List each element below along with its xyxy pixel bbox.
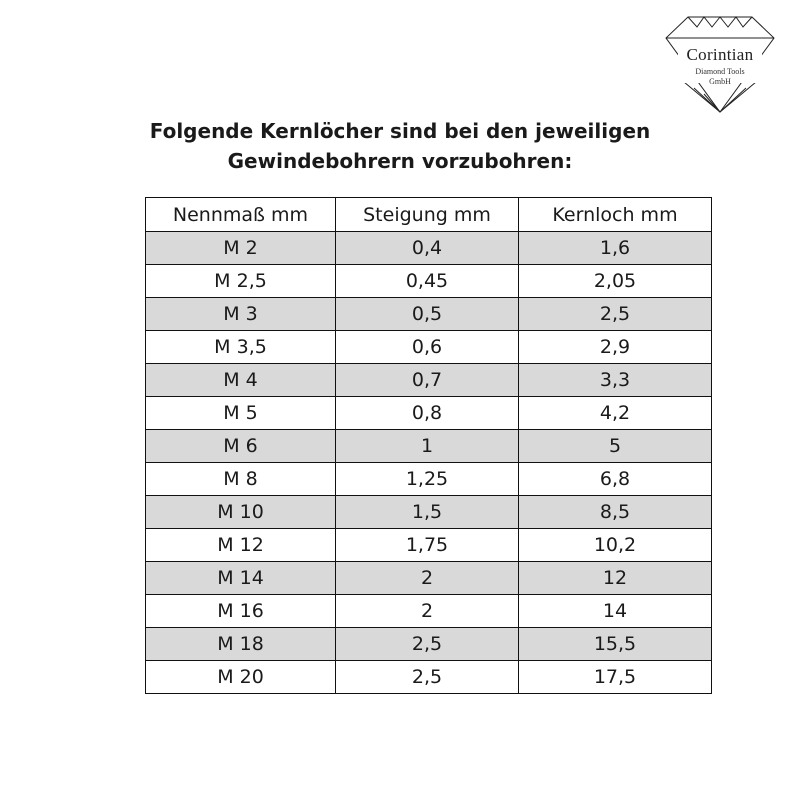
cell-core-hole: 15,5: [519, 628, 712, 661]
cell-pitch: 0,5: [336, 298, 519, 331]
table-row: [146, 463, 712, 496]
table-row: [146, 331, 712, 364]
table-row: [146, 661, 712, 694]
cell-core-hole: 17,5: [519, 661, 712, 694]
cell-nominal-size: M 4: [146, 364, 336, 397]
table-row: [146, 430, 712, 463]
cell-nominal-size: M 2: [146, 232, 336, 265]
cell-nominal-size: M 8: [146, 463, 336, 496]
header-pitch: Steigung mm: [336, 198, 519, 232]
header-core-hole: Kernloch mm: [519, 198, 712, 232]
cell-nominal-size: M 10: [146, 496, 336, 529]
table-row: [146, 496, 712, 529]
cell-core-hole: 3,3: [519, 364, 712, 397]
corintian-logo: [664, 14, 776, 114]
cell-nominal-size: M 20: [146, 661, 336, 694]
page-title: [110, 116, 690, 176]
cell-nominal-size: M 5: [146, 397, 336, 430]
cell-pitch: 2,5: [336, 628, 519, 661]
cell-core-hole: 2,9: [519, 331, 712, 364]
logo-subtitle-line2: GmbH: [709, 77, 731, 86]
cell-core-hole: 6,8: [519, 463, 712, 496]
cell-core-hole: 5: [519, 430, 712, 463]
cell-core-hole: 4,2: [519, 397, 712, 430]
table-row: [146, 265, 712, 298]
cell-nominal-size: M 3,5: [146, 331, 336, 364]
table-row: [146, 529, 712, 562]
cell-nominal-size: M 2,5: [146, 265, 336, 298]
cell-pitch: 0,8: [336, 397, 519, 430]
table-row: [146, 628, 712, 661]
table-row: [146, 595, 712, 628]
table-row: [146, 397, 712, 430]
cell-pitch: 0,6: [336, 331, 519, 364]
cell-nominal-size: M 6: [146, 430, 336, 463]
table-row: [146, 232, 712, 265]
cell-core-hole: 2,5: [519, 298, 712, 331]
table-row: [146, 562, 712, 595]
cell-core-hole: 10,2: [519, 529, 712, 562]
cell-core-hole: 8,5: [519, 496, 712, 529]
cell-pitch: 2,5: [336, 661, 519, 694]
cell-nominal-size: M 14: [146, 562, 336, 595]
cell-nominal-size: M 18: [146, 628, 336, 661]
cell-core-hole: 12: [519, 562, 712, 595]
logo-subtitle: [664, 67, 776, 87]
cell-pitch: 2: [336, 562, 519, 595]
cell-core-hole: 2,05: [519, 265, 712, 298]
cell-pitch: 1,5: [336, 496, 519, 529]
title-line-2: Gewindebohrern vorzubohren:: [227, 149, 573, 173]
cell-nominal-size: M 3: [146, 298, 336, 331]
cell-pitch: 0,45: [336, 265, 519, 298]
title-line-1: Folgende Kernlöcher sind bei den jeweiligen: [149, 119, 651, 143]
cell-nominal-size: M 16: [146, 595, 336, 628]
cell-core-hole: 14: [519, 595, 712, 628]
core-hole-table: [145, 197, 712, 694]
cell-pitch: 1: [336, 430, 519, 463]
cell-pitch: 2: [336, 595, 519, 628]
table-row: [146, 364, 712, 397]
cell-pitch: 1,75: [336, 529, 519, 562]
logo-name: Corintian: [686, 45, 754, 64]
table-row: [146, 298, 712, 331]
cell-core-hole: 1,6: [519, 232, 712, 265]
table-header-row: [146, 198, 712, 232]
header-nominal-size: Nennmaß mm: [146, 198, 336, 232]
cell-nominal-size: M 12: [146, 529, 336, 562]
logo-subtitle-line1: Diamond Tools: [695, 67, 745, 76]
cell-pitch: 1,25: [336, 463, 519, 496]
cell-pitch: 0,7: [336, 364, 519, 397]
cell-pitch: 0,4: [336, 232, 519, 265]
